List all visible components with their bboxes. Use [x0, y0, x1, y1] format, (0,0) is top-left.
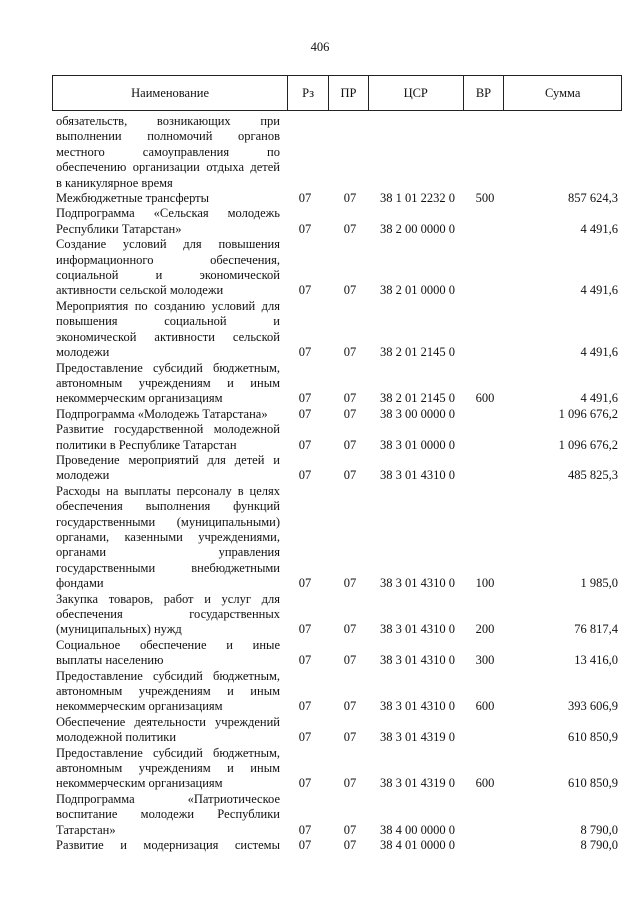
table-row [56, 715, 618, 746]
row-sum: 13 416,0 [574, 653, 618, 668]
header-csr: ЦСР [369, 76, 464, 110]
row-name-line: Предоставление субсидий бюджетным, [56, 745, 280, 760]
row-name-line: некоммерческим организациям [56, 391, 223, 406]
row-name [56, 191, 280, 206]
header-rz: Рз [288, 76, 329, 110]
row-sum: 485 825,3 [568, 468, 618, 483]
row-sum: 4 491,6 [580, 221, 618, 236]
row-name [56, 361, 280, 407]
row-pr: 07 [343, 822, 357, 837]
row-sum: 1 096 676,2 [558, 437, 618, 452]
row-name-line: органами управления [56, 545, 280, 560]
row-vr: 500 [475, 191, 495, 206]
header-sum: Сумма [545, 85, 581, 100]
row-rz: 07 [298, 822, 312, 837]
table-row [56, 792, 618, 838]
row-name-line: органами, казенными учреждениями, [56, 529, 280, 544]
row-name [56, 715, 280, 746]
row-csr: 38 1 01 2232 0 [380, 191, 455, 206]
row-csr: 38 3 01 4310 0 [380, 468, 455, 483]
row-name [56, 453, 280, 484]
row-csr: 38 2 01 2145 0 [380, 391, 455, 406]
row-name-line: Развитие государственной молодежной [56, 422, 280, 437]
row-pr: 07 [343, 730, 357, 745]
row-name-line: обеспечения выполнения функций [56, 499, 280, 514]
table-row [56, 299, 618, 361]
row-csr: 38 3 01 4319 0 [380, 730, 455, 745]
row-name [56, 838, 280, 853]
table-header [52, 75, 622, 111]
header-name: Наименование [53, 76, 288, 110]
row-name-line: Татарстан» [56, 822, 116, 837]
row-pr: 07 [343, 622, 357, 637]
row-rz: 07 [298, 191, 312, 206]
row-name [56, 299, 280, 361]
row-name [56, 422, 280, 453]
row-name-line: Расходы на выплаты персоналу в целях [56, 483, 280, 498]
row-vr: 200 [475, 622, 495, 637]
row-rz: 07 [298, 653, 312, 668]
row-sum: 610 850,9 [568, 730, 618, 745]
table-row [56, 361, 618, 407]
row-rz: 07 [298, 437, 312, 452]
row-rz: 07 [298, 283, 312, 298]
row-name-line: Республики Татарстан» [56, 221, 182, 236]
row-name-line: Создание условий для повышения [56, 237, 280, 252]
row-name-line: выполнении полномочий органов [56, 129, 280, 144]
row-rz: 07 [298, 776, 312, 791]
row-name-line: (муниципальных) нужд [56, 622, 182, 637]
row-sum: 76 817,4 [574, 622, 618, 637]
row-vr: 600 [475, 776, 495, 791]
row-pr: 07 [343, 653, 357, 668]
row-name-line: государственными (муниципальными) [56, 514, 280, 529]
row-rz: 07 [298, 406, 312, 421]
row-csr: 38 2 01 0000 0 [380, 283, 455, 298]
page-number: 406 [310, 40, 330, 54]
row-sum: 610 850,9 [568, 776, 618, 791]
row-csr: 38 3 01 4310 0 [380, 699, 455, 714]
row-rz: 07 [298, 622, 312, 637]
row-name-line: Обеспечение деятельности учреждений [56, 714, 280, 729]
row-csr: 38 3 01 4310 0 [380, 576, 455, 591]
row-name [56, 592, 280, 638]
row-name-line: экономической активности сельской [56, 329, 280, 344]
table-row [56, 206, 618, 237]
row-pr: 07 [343, 406, 357, 421]
row-pr: 07 [343, 191, 357, 206]
row-name-line: автономным учреждениям и иным [56, 375, 280, 390]
row-name-line: политики в Республике Татарстан [56, 437, 237, 452]
row-name-line: информационного обеспечения, [56, 252, 280, 267]
row-pr: 07 [343, 391, 357, 406]
table-row [56, 484, 618, 592]
row-sum: 8 790,0 [580, 838, 618, 853]
row-vr: 600 [475, 391, 495, 406]
table-row [56, 422, 618, 453]
table-row [56, 114, 618, 191]
row-name-line: государственными внебюджетными [56, 560, 280, 575]
row-name-line: Подпрограмма «Сельская молодежь [56, 206, 280, 221]
row-name-line: Предоставление субсидий бюджетным, [56, 668, 280, 683]
row-pr: 07 [343, 437, 357, 452]
row-sum: 8 790,0 [580, 822, 618, 837]
header-vr: ВР [464, 76, 505, 110]
row-rz: 07 [298, 391, 312, 406]
row-name-line: повышения социальной и [56, 314, 280, 329]
row-rz: 07 [298, 468, 312, 483]
table-row [56, 746, 618, 792]
row-csr: 38 2 00 0000 0 [380, 221, 455, 236]
row-name-line: автономным учреждениям и иным [56, 684, 280, 699]
row-pr: 07 [343, 221, 357, 236]
table-row [56, 237, 618, 299]
row-rz: 07 [298, 345, 312, 360]
row-pr: 07 [343, 699, 357, 714]
row-vr: 300 [475, 653, 495, 668]
row-name-line: местного самоуправления по [56, 144, 280, 159]
row-name-line: некоммерческим организациям [56, 699, 223, 714]
row-name-line: Мероприятия по созданию условий для [56, 298, 280, 313]
row-name [56, 638, 280, 669]
row-name-line: обеспечению организации отдыха детей [56, 160, 280, 175]
row-pr: 07 [343, 838, 357, 853]
header-pr: ПР [329, 76, 369, 110]
row-name-line: молодежной политики [56, 730, 177, 745]
row-name-line: обеспечения государственных [56, 607, 280, 621]
row-sum: 857 624,3 [568, 191, 618, 206]
row-pr: 07 [343, 776, 357, 791]
row-rz: 07 [298, 221, 312, 236]
table-row [56, 592, 618, 638]
row-name-line: Проведение мероприятий для детей и [56, 452, 280, 467]
row-pr: 07 [343, 345, 357, 360]
row-name-line: воспитание молодежи Республики [56, 807, 280, 822]
row-csr: 38 3 01 4310 0 [380, 653, 455, 668]
row-name-line: Подпрограмма «Патриотическое [56, 791, 280, 806]
row-name-line: фондами [56, 576, 104, 591]
row-name-line: молодежи [56, 345, 110, 360]
row-csr: 38 4 00 0000 0 [380, 822, 455, 837]
row-name-line: активности сельской молодежи [56, 283, 224, 298]
row-rz: 07 [298, 838, 312, 853]
row-name-line: в каникулярное время [56, 175, 173, 190]
row-name [56, 669, 280, 715]
row-name [56, 206, 280, 237]
table-row [56, 838, 618, 853]
row-name [56, 237, 280, 299]
row-pr: 07 [343, 576, 357, 591]
row-pr: 07 [343, 283, 357, 298]
row-sum: 393 606,9 [568, 699, 618, 714]
row-name [56, 114, 280, 191]
row-name-line: Подпрограмма «Молодежь Татарстана» [56, 406, 268, 421]
row-name-line: Развитие и модернизация системы [56, 838, 280, 853]
row-name-line: обязательств, возникающих при [56, 114, 280, 128]
row-name-line: социальной и экономической [56, 268, 280, 283]
row-name-line: выплаты населению [56, 653, 164, 668]
row-name [56, 746, 280, 792]
row-rz: 07 [298, 576, 312, 591]
table-row [56, 407, 618, 422]
table-row [56, 453, 618, 484]
row-vr: 100 [475, 576, 495, 591]
row-csr: 38 4 01 0000 0 [380, 838, 455, 853]
row-name-line: Социальное обеспечение и иные [56, 637, 280, 652]
table-row [56, 638, 618, 669]
row-name-line: Закупка товаров, работ и услуг для [56, 591, 280, 606]
row-name-line: молодежи [56, 468, 110, 483]
row-rz: 07 [298, 730, 312, 745]
row-csr: 38 3 00 0000 0 [380, 406, 455, 421]
row-name-line: автономным учреждениям и иным [56, 761, 280, 776]
row-name [56, 484, 280, 592]
row-sum: 4 491,6 [580, 283, 618, 298]
row-csr: 38 3 01 4310 0 [380, 622, 455, 637]
row-name [56, 407, 280, 422]
row-name-line: Межбюджетные трансферты [56, 191, 210, 206]
row-name-line: Предоставление субсидий бюджетным, [56, 360, 280, 375]
row-sum: 1 985,0 [580, 576, 618, 591]
row-vr: 600 [475, 699, 495, 714]
table-body [56, 114, 618, 854]
table-row [56, 669, 618, 715]
row-pr: 07 [343, 468, 357, 483]
row-name [56, 792, 280, 838]
row-csr: 38 3 01 4319 0 [380, 776, 455, 791]
row-csr: 38 2 01 2145 0 [380, 345, 455, 360]
row-rz: 07 [298, 699, 312, 714]
table-row [56, 191, 618, 206]
row-sum: 4 491,6 [580, 391, 618, 406]
row-name-line: некоммерческим организациям [56, 776, 223, 791]
row-csr: 38 3 01 0000 0 [380, 437, 455, 452]
row-sum: 4 491,6 [580, 345, 618, 360]
row-sum: 1 096 676,2 [558, 406, 618, 421]
